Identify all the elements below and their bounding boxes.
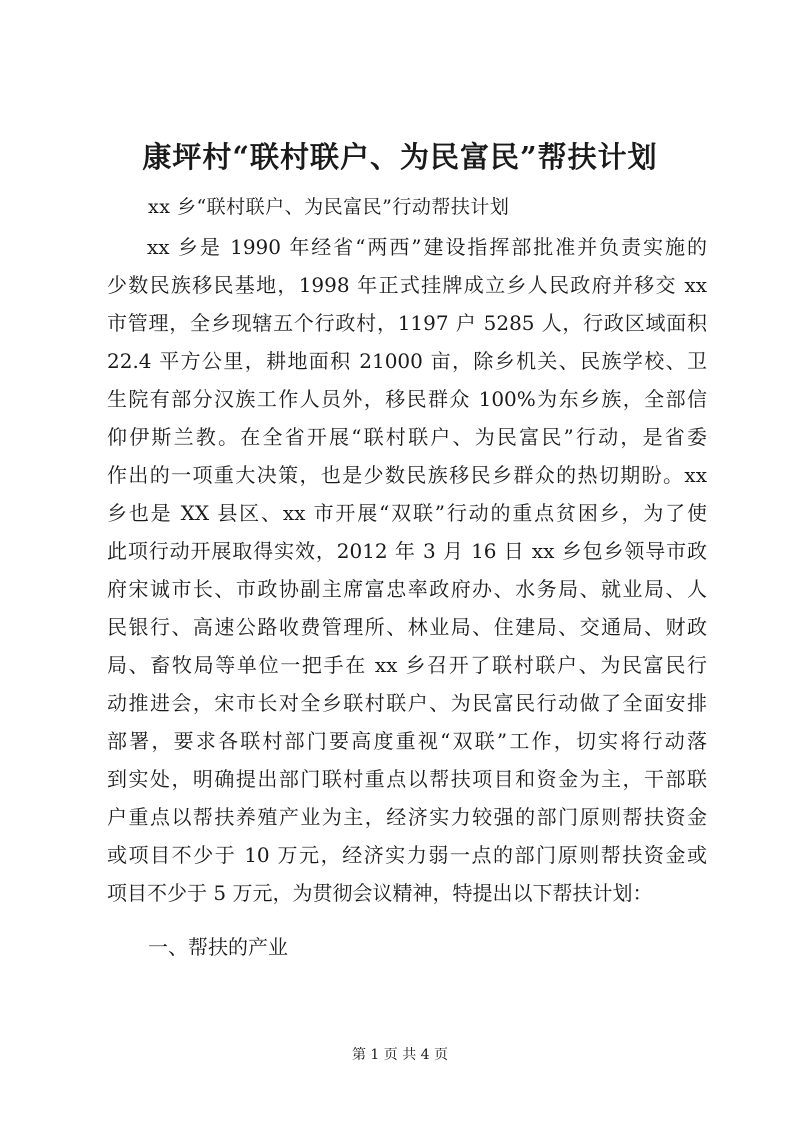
paragraph-line: 民银行、高速公路收费管理所、林业局、住建局、交通局、财政 [107, 615, 707, 639]
paragraph-line: 户重点以帮扶养殖产业为主，经济实力较强的部门原则帮扶资金 [107, 805, 707, 829]
paragraph-line: 少数民族移民基地，1998 年正式挂牌成立乡人民政府并移交 xx [107, 273, 707, 297]
paragraph-line: 生院有部分汉族工作人员外，移民群众 100%为东乡族，全部信 [107, 387, 707, 411]
document-title: 康坪村“联村联户、为民富民”帮扶计划 [142, 140, 658, 174]
paragraph-line: 动推进会，宋市长对全乡联村联户、为民富民行动做了全面安排 [107, 691, 707, 715]
paragraph-line: xx 乡是 1990 年经省“两西”建设指挥部批准并负责实施的 [147, 235, 707, 259]
paragraph-line: 乡也是 XX 县区、xx 市开展“双联”行动的重点贫困乡，为了使 [107, 501, 707, 525]
paragraph-line: 部署，要求各联村部门要高度重视“双联”工作，切实将行动落 [107, 729, 707, 753]
body-paragraph [107, 228, 707, 912]
section-heading: 一、帮扶的产业 [148, 935, 288, 959]
paragraph-line: 府宋诚市长、市政协副主席富忠率政府办、水务局、就业局、人 [107, 577, 707, 601]
paragraph-line: 或项目不少于 10 万元，经济实力弱一点的部门原则帮扶资金或 [107, 843, 707, 867]
page-footer: 第 1 页 共 4 页 [351, 1047, 449, 1063]
paragraph-line: 仰伊斯兰教。在全省开展“联村联户、为民富民”行动，是省委 [107, 425, 707, 449]
paragraph-line: 项目不少于 5 万元，为贯彻会议精神，特提出以下帮扶计划： [107, 881, 653, 905]
paragraph-line: 作出的一项重大决策，也是少数民族移民乡群众的热切期盼。xx [107, 463, 707, 487]
document-subtitle: xx 乡“联村联户、为民富民”行动帮扶计划 [148, 196, 510, 218]
paragraph-line: 此项行动开展取得实效，2012 年 3 月 16 日 xx 乡包乡领导市政 [107, 539, 707, 563]
paragraph-line: 到实处，明确提出部门联村重点以帮扶项目和资金为主，干部联 [107, 767, 707, 791]
paragraph-line: 22.4 平方公里，耕地面积 21000 亩，除乡机关、民族学校、卫 [107, 349, 707, 373]
paragraph-line: 市管理，全乡现辖五个行政村，1197 户 5285 人，行政区域面积 [107, 311, 707, 335]
paragraph-line: 局、畜牧局等单位一把手在 xx 乡召开了联村联户、为民富民行 [107, 653, 707, 677]
